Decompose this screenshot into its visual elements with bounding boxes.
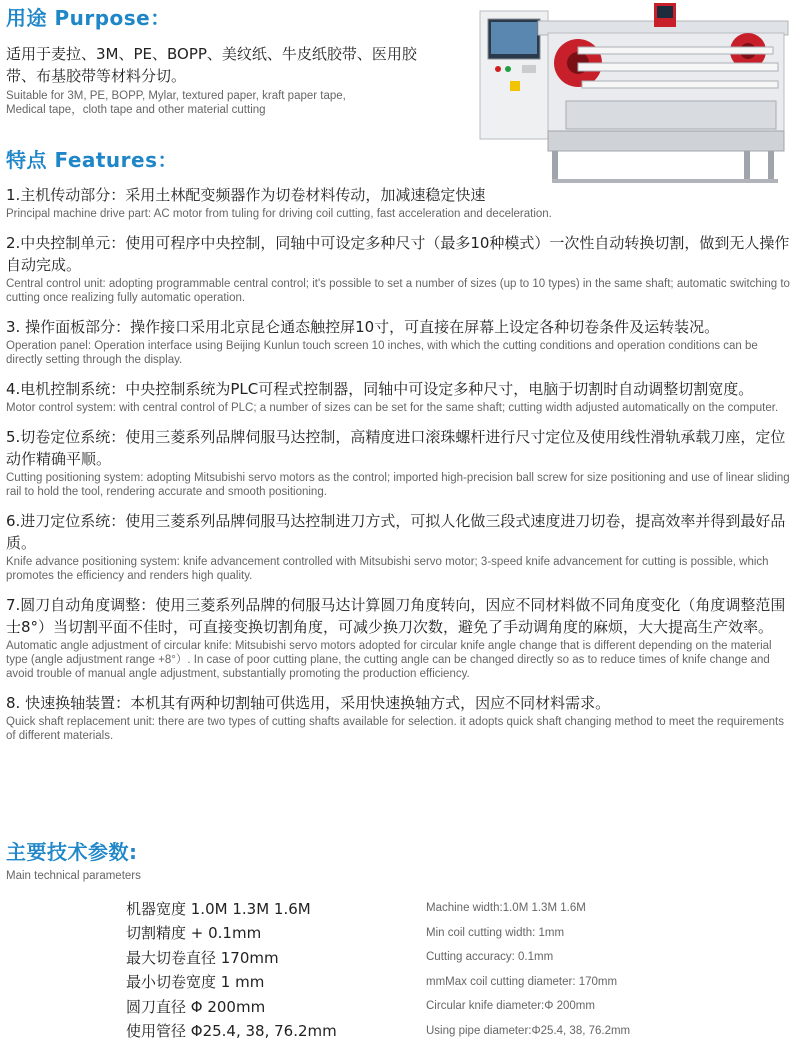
feature-en: Motor control system: with central control of PLC; a number of sizes can be set for the same shaft; cutting width adjusted automatically on the computer. — [6, 402, 779, 414]
parameter-row — [126, 970, 686, 995]
parameter-en: Cutting accuracy: 0.1mm — [426, 951, 554, 964]
parameter-en: Circular knife diameter:Φ 200mm — [426, 1000, 595, 1013]
parameter-row — [126, 945, 686, 970]
parameters-heading: 主要技术参数: — [6, 840, 138, 864]
feature-cn: 5.切卷定位系统：使用三菱系列品牌伺服马达控制，高精度进口滚珠螺杆进行尺寸定位及使用线性滑轨承载刀座，定位动作精确平顺。 — [6, 428, 786, 468]
feature-en: Cutting positioning system: adopting Mitsubishi servo motors as the control; imported high-precision ball screw for size positioning and use of linear sliding rail to hold the tool, rendering accurate and smooth positioning. — [6, 472, 790, 498]
parameter-row — [126, 896, 686, 921]
feature-en: Central control unit: adopting programmable central control; it's possible to set a number of sizes (up to 10 types) in the same shaft; automatic switching to cutting once realizing fully automatic operation. — [6, 278, 790, 304]
parameter-en: Min coil cutting width: 1mm — [426, 926, 565, 939]
feature-en: Knife advance positioning system: knife advancement controlled with Mitsubishi servo motor; 3-speed knife advancement for cutting is possible, which promotes the efficiency and renders high quality. — [6, 556, 769, 582]
parameters-subheading: Main technical parameters — [6, 870, 141, 882]
feature-cn: 4.电机控制系统：中央控制系统为PLC可程式控制器，同轴中可设定多种尺寸，电脑于切割时自动调整切割宽度。 — [6, 380, 754, 398]
parameter-row — [126, 1019, 686, 1044]
feature-en: Operation panel: Operation interface using Beijing Kunlun touch screen 10 inches, with which the cutting conditions and operation conditions can be directly setting through the display. — [6, 340, 758, 366]
feature-item — [6, 184, 796, 221]
feature-item — [6, 510, 796, 583]
parameter-row — [126, 921, 686, 946]
purpose-heading: 用途 Purpose： — [6, 6, 171, 30]
feature-en: Quick shaft replacement unit: there are two types of cutting shafts available for selection. it adopts quick shaft changing method to meet the requirements of different materials. — [6, 716, 784, 742]
feature-cn: 2.中央控制单元：使用可程序中央控制，同轴中可设定多种尺寸（最多10种模式）一次性自动转换切割，做到无人操作自动完成。 — [6, 234, 790, 274]
feature-item — [6, 232, 796, 305]
features-section — [6, 144, 796, 754]
parameters-table — [126, 896, 686, 1043]
feature-en: Principal machine drive part: AC motor from tuling for driving coil cutting, fast acceleration and deceleration. — [6, 208, 552, 220]
feature-en: Automatic angle adjustment of circular knife: Mitsubishi servo motors adopted for circular knife angle change that is different depending on the material type (angle adjustment range +8°）. In case of poor cutting plane, the cutting angle can be changed directly so as to reduce times of knife change and avoid trouble of manual angle adjustment, substantially promoting the production efficiency. — [6, 640, 772, 680]
feature-cn: 7.圆刀自动角度调整：使用三菱系列品牌的伺服马达计算圆刀角度转向，因应不同材料做不同角度变化（角度调整范围士8°）当切割平面不佳时，可直接变换切割角度，可减少换刀次数，避免了手动调角度的麻烦，大大提高生产效率。 — [6, 596, 786, 636]
parameters-section — [6, 836, 796, 1041]
feature-item — [6, 594, 796, 681]
purpose-text-cn: 适用于麦拉、3M、PE、BOPP、美纹纸、牛皮纸胶带、医用胶带、布基胶带等材料分切。 — [6, 45, 417, 85]
parameter-cn: 最小切卷宽度 1 mm — [126, 973, 265, 992]
purpose-section — [6, 2, 466, 117]
feature-item — [6, 316, 796, 367]
parameter-en: Using pipe diameter:Φ25.4, 38, 76.2mm — [426, 1024, 631, 1037]
feature-cn: 3. 操作面板部分：操作接口采用北京昆仑通态触控屏10寸，可直接在屏幕上设定各种切卷条件及运转装况。 — [6, 318, 720, 336]
parameter-cn: 圆刀直径 Φ 200mm — [126, 997, 266, 1016]
purpose-text-en: Suitable for 3M, PE, BOPP, Mylar, textured paper, kraft paper tape, Medical tape，cloth tape and other material cutting — [6, 90, 346, 116]
parameter-cn: 切割精度 + 0.1mm — [126, 924, 262, 943]
feature-item — [6, 692, 796, 743]
parameter-cn: 使用管径 Φ25.4, 38, 76.2mm — [126, 1022, 337, 1041]
parameter-en: mmMax coil cutting diameter: 170mm — [426, 975, 618, 988]
parameter-cn: 机器宽度 1.0M 1.3M 1.6M — [126, 899, 311, 918]
feature-item — [6, 426, 796, 499]
feature-cn: 8. 快速换轴装置：本机其有两种切割轴可供选用，采用快速换轴方式，因应不同材料需求。 — [6, 694, 611, 712]
features-heading: 特点 Features： — [6, 148, 179, 172]
parameter-row — [126, 994, 686, 1019]
feature-cn: 6.进刀定位系统：使用三菱系列品牌伺服马达控制进刀方式，可拟人化做三段式速度进刀切卷，提高效率并得到最好品质。 — [6, 512, 786, 552]
parameter-en: Machine width:1.0M 1.3M 1.6M — [426, 902, 586, 915]
feature-item — [6, 378, 796, 415]
parameter-cn: 最大切卷直径 170mm — [126, 948, 279, 967]
feature-cn: 1.主机传动部分：采用土林配变频器作为切卷材料传动，加减速稳定快速 — [6, 186, 486, 204]
